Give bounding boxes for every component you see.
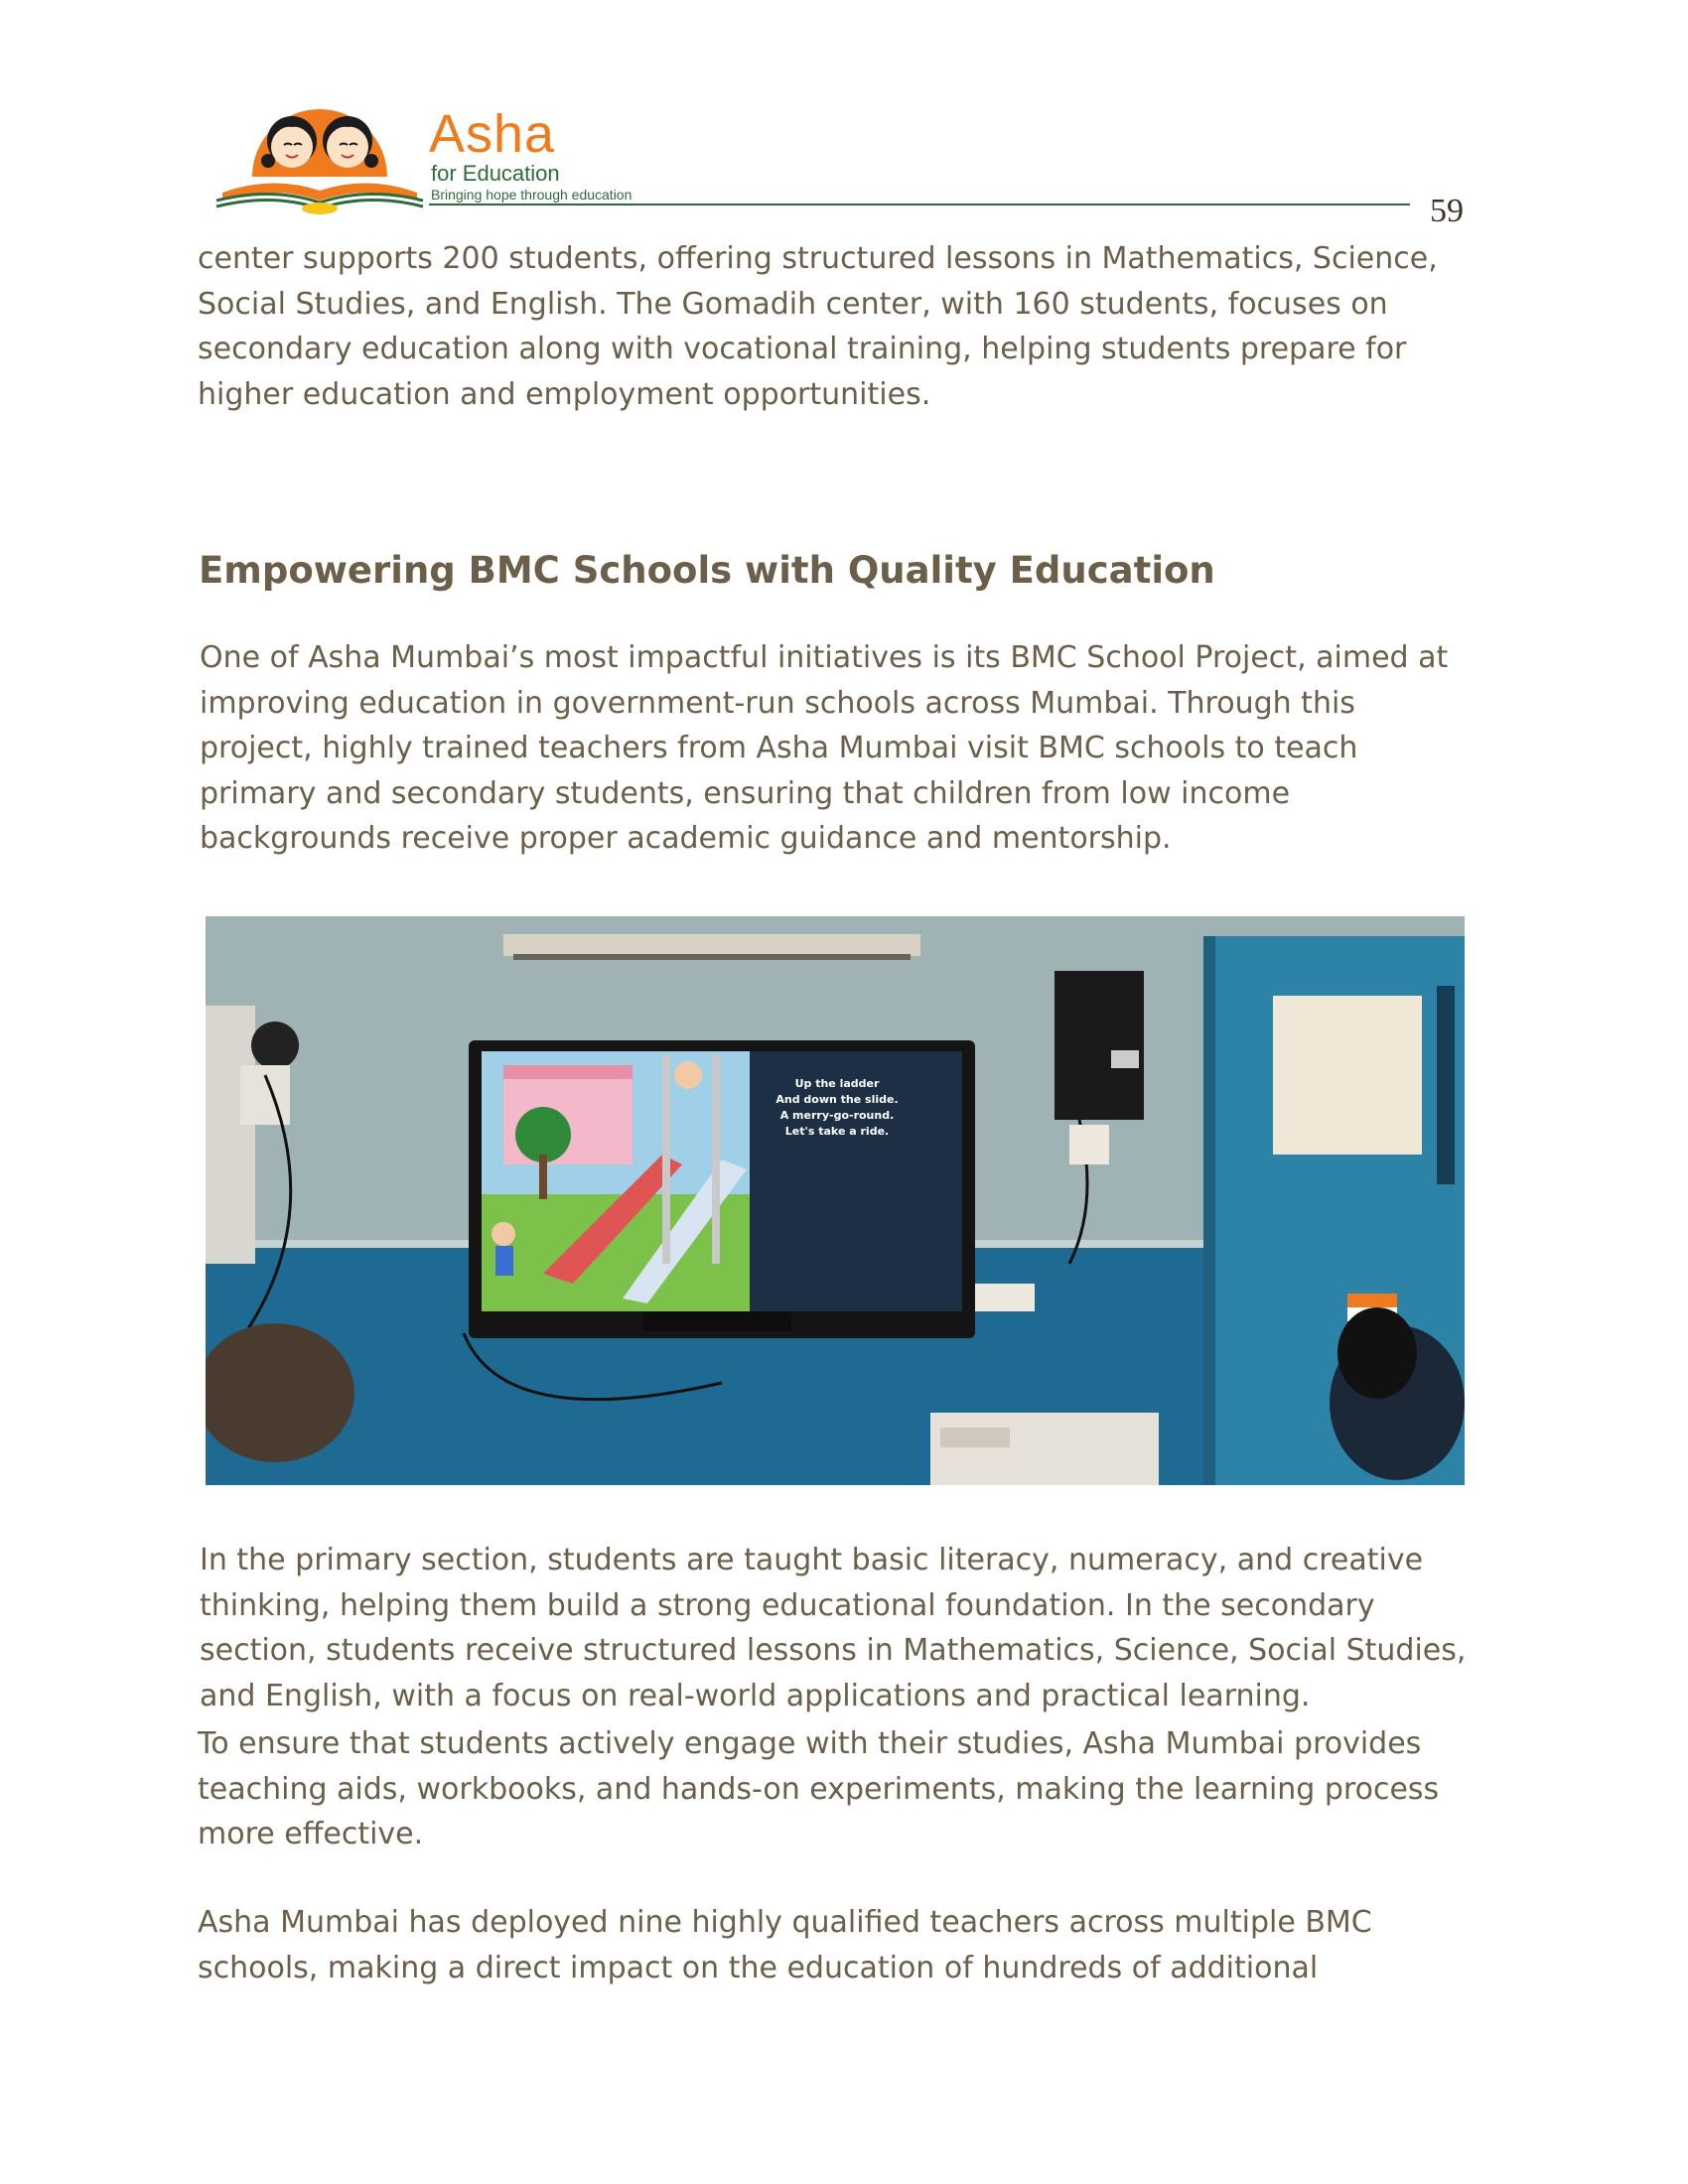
text-line: To ensure that students actively engage with their studies, Asha Mumbai provides (198, 1726, 1422, 1761)
intro-paragraph (198, 236, 1518, 417)
text-line: primary and secondary students, ensuring that children from low income (200, 775, 1291, 811)
text-line: One of Asha Mumbai’s most impactful initiatives is its BMC School Project, aimed at (200, 640, 1449, 675)
paragraph (200, 635, 1520, 862)
header-divider (429, 204, 1410, 205)
text-line: Asha Mumbai has deployed nine highly qualified teachers across multiple BMC (198, 1905, 1372, 1940)
brand-name: Asha (429, 104, 556, 164)
text-line: secondary education along with vocational training, helping students prepare for (198, 332, 1407, 366)
text-line: center supports 200 students, offering structured lessons in Mathematics, Science, (198, 241, 1438, 276)
text-line: Social Studies, and English. The Gomadih center, with 160 students, focuses on (198, 286, 1388, 322)
text-line: teaching aids, workbooks, and hands-on experiments, making the learning process (198, 1771, 1440, 1807)
text-line: In the primary section, students are taught basic literacy, numeracy, and creative (200, 1543, 1424, 1577)
text-line: project, highly trained teachers from Asha Mumbai visit BMC schools to teach (200, 731, 1358, 765)
text-line: and English, with a focus on real-world applications and practical learning. (200, 1678, 1311, 1713)
page-number: 59 (1430, 193, 1464, 229)
asha-logo-icon (212, 97, 426, 216)
paragraph (200, 1538, 1520, 1718)
text-line: backgrounds receive proper academic guidance and mentorship. (200, 821, 1172, 856)
screen-caption-line: And down the slide. (775, 1093, 899, 1106)
text-line: higher education and employment opportunities. (198, 376, 931, 412)
section-heading: Empowering BMC Schools with Quality Education (199, 549, 1215, 592)
text-line: more effective. (198, 1817, 424, 1851)
screen-caption-line: A merry-go-round. (779, 1109, 895, 1122)
brand-subtitle: for Education (431, 161, 560, 186)
classroom-photo (206, 916, 1465, 1485)
text-line: improving education in government-run schools across Mumbai. Through this (200, 685, 1355, 721)
text-line: schools, making a direct impact on the education of hundreds of additional (198, 1950, 1319, 1985)
screen-caption-line: Let's take a ride. (784, 1125, 890, 1138)
text-line: thinking, helping them build a strong educational foundation. In the secondary (200, 1587, 1375, 1623)
brand-tagline: Bringing hope through education (431, 187, 633, 203)
text-line: section, students receive structured lessons in Mathematics, Science, Social Studies, (200, 1633, 1467, 1668)
screen-caption-line: Up the ladder (794, 1077, 880, 1090)
paragraph (198, 1900, 1518, 1990)
paragraph (198, 1721, 1518, 1857)
